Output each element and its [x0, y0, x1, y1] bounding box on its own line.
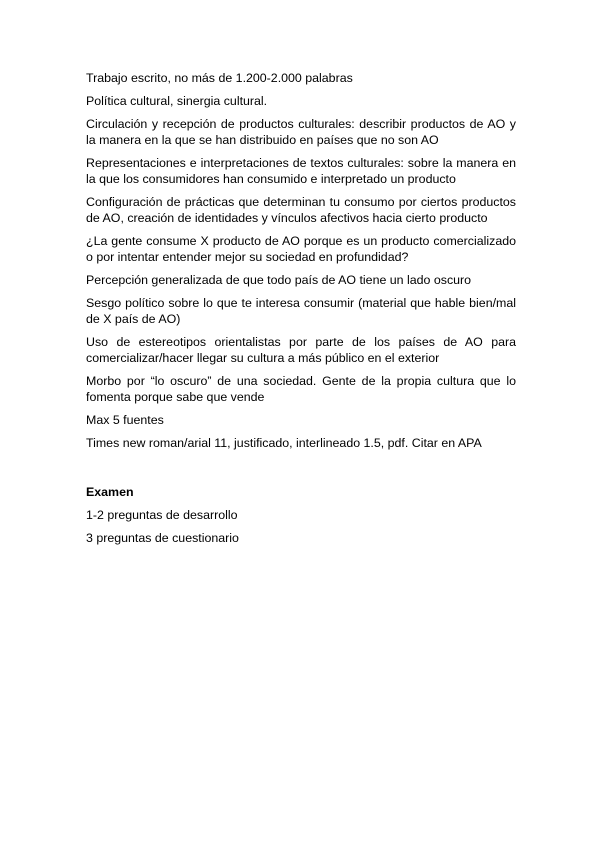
paragraph-morbid: Morbo por “lo oscuro” de una sociedad. Gente de la propia cultura que lo fomenta porque sabe que vende	[86, 374, 516, 404]
exam-item: 1-2 preguntas de desarrollo	[86, 508, 238, 522]
paragraph-stereotypes: Uso de estereotipos orientalistas por parte de los países de AO para comercializar/hacer llegar su cultura a más público en el exterior	[86, 335, 516, 365]
paragraph-circulation: Circulación y recepción de productos culturales: describir productos de AO y la manera en la que se han distribuido en países que no son AO	[86, 117, 516, 147]
paragraph-format: Times new roman/arial 11, justificado, interlineado 1.5, pdf. Citar en APA	[86, 436, 482, 450]
paragraph-representations: Representaciones e interpretaciones de textos culturales: sobre la manera en la que los consumidores han consumido e interpretado un producto	[86, 156, 516, 186]
paragraph-sources: Max 5 fuentes	[86, 413, 164, 427]
paragraph-political-bias: Sesgo político sobre lo que te interesa consumir (material que hable bien/mal de X país de AO)	[86, 296, 516, 326]
exam-item: 3 preguntas de cuestionario	[86, 531, 239, 545]
paragraph-perception: Percepción generalizada de que todo país de AO tiene un lado oscuro	[86, 273, 472, 287]
paragraph-word-limit: Trabajo escrito, no más de 1.200-2.000 palabras	[86, 71, 353, 85]
document-page	[86, 70, 516, 553]
paragraph-question: ¿La gente consume X producto de AO porque es un producto comercializado o por intentar entender mejor su sociedad en profundidad?	[86, 234, 516, 264]
paragraph-cultural-policy: Política cultural, sinergia cultural.	[86, 94, 268, 108]
exam-heading: Examen	[86, 485, 134, 499]
paragraph-practices: Configuración de prácticas que determinan tu consumo por ciertos productos de AO, creación de identidades y vínculos afectivos hacia cierto producto	[86, 195, 516, 225]
section-spacer	[86, 458, 516, 484]
